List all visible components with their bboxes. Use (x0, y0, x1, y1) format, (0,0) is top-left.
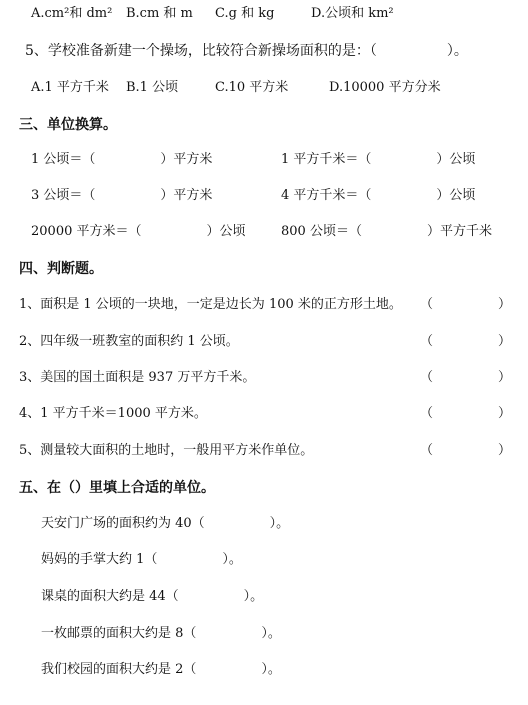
judgement-answer-paren: （ ） (420, 334, 512, 349)
q5-option-b: B.1 公顷 (126, 80, 179, 95)
conversion-item: 3 公顷＝（ ）平方米 (31, 188, 213, 203)
conversion-item: 4 平方千米＝（ ）公顷 (281, 188, 476, 203)
q4-option-b: B.cm 和 m (126, 6, 193, 21)
q4-option-c: C.g 和 kg (215, 6, 275, 21)
q4-option-a: A.cm²和 dm² (31, 6, 113, 21)
conversion-item: 1 平方千米＝（ ）公顷 (281, 152, 476, 167)
judgement-statement: 4、1 平方千米＝1000 平方米。 (19, 406, 207, 421)
q5-option-d: D.10000 平方分米 (329, 80, 441, 95)
judgement-statement: 3、美国的国土面积是 937 万平方千米。 (19, 370, 256, 385)
section3-title: 三、单位换算。 (19, 117, 117, 133)
judgement-statement: 1、面积是 1 公顷的一块地，一定是边长为 100 米的正方形土地。 (19, 297, 402, 312)
judgement-statement: 2、四年级一班教室的面积约 1 公顷。 (19, 334, 239, 349)
judgement-statement: 5、测量较大面积的土地时，一般用平方米作单位。 (19, 443, 314, 458)
q5-option-c: C.10 平方米 (215, 80, 289, 95)
fill-unit-item: 天安门广场的面积约为 40（ ）。 (41, 516, 290, 531)
section4-title: 四、判断题。 (19, 261, 103, 277)
judgement-answer-paren: （ ） (420, 406, 512, 421)
judgement-answer-paren: （ ） (420, 297, 512, 312)
conversion-item: 800 公顷＝（ ）平方千米 (281, 224, 492, 239)
judgement-answer-paren: （ ） (420, 443, 512, 458)
fill-unit-item: 我们校园的面积大约是 2（ ）。 (41, 662, 281, 677)
fill-unit-item: 一枚邮票的面积大约是 8（ ）。 (41, 626, 281, 641)
fill-unit-item: 课桌的面积大约是 44（ ）。 (41, 589, 264, 604)
q4-option-d: D.公顷和 km² (311, 6, 394, 21)
section5-title: 五、在（）里填上合适的单位。 (19, 480, 215, 496)
conversion-item: 1 公顷＝（ ）平方米 (31, 152, 213, 167)
fill-unit-item: 妈妈的手掌大约 1（ ）。 (41, 552, 242, 567)
q5-option-a: A.1 平方千米 (31, 80, 109, 95)
judgement-answer-paren: （ ） (420, 370, 512, 385)
q5-question: 5、学校准备新建一个操场，比较符合新操场面积的是：（ ）。 (25, 43, 468, 59)
conversion-item: 20000 平方米＝（ ）公顷 (31, 224, 246, 239)
